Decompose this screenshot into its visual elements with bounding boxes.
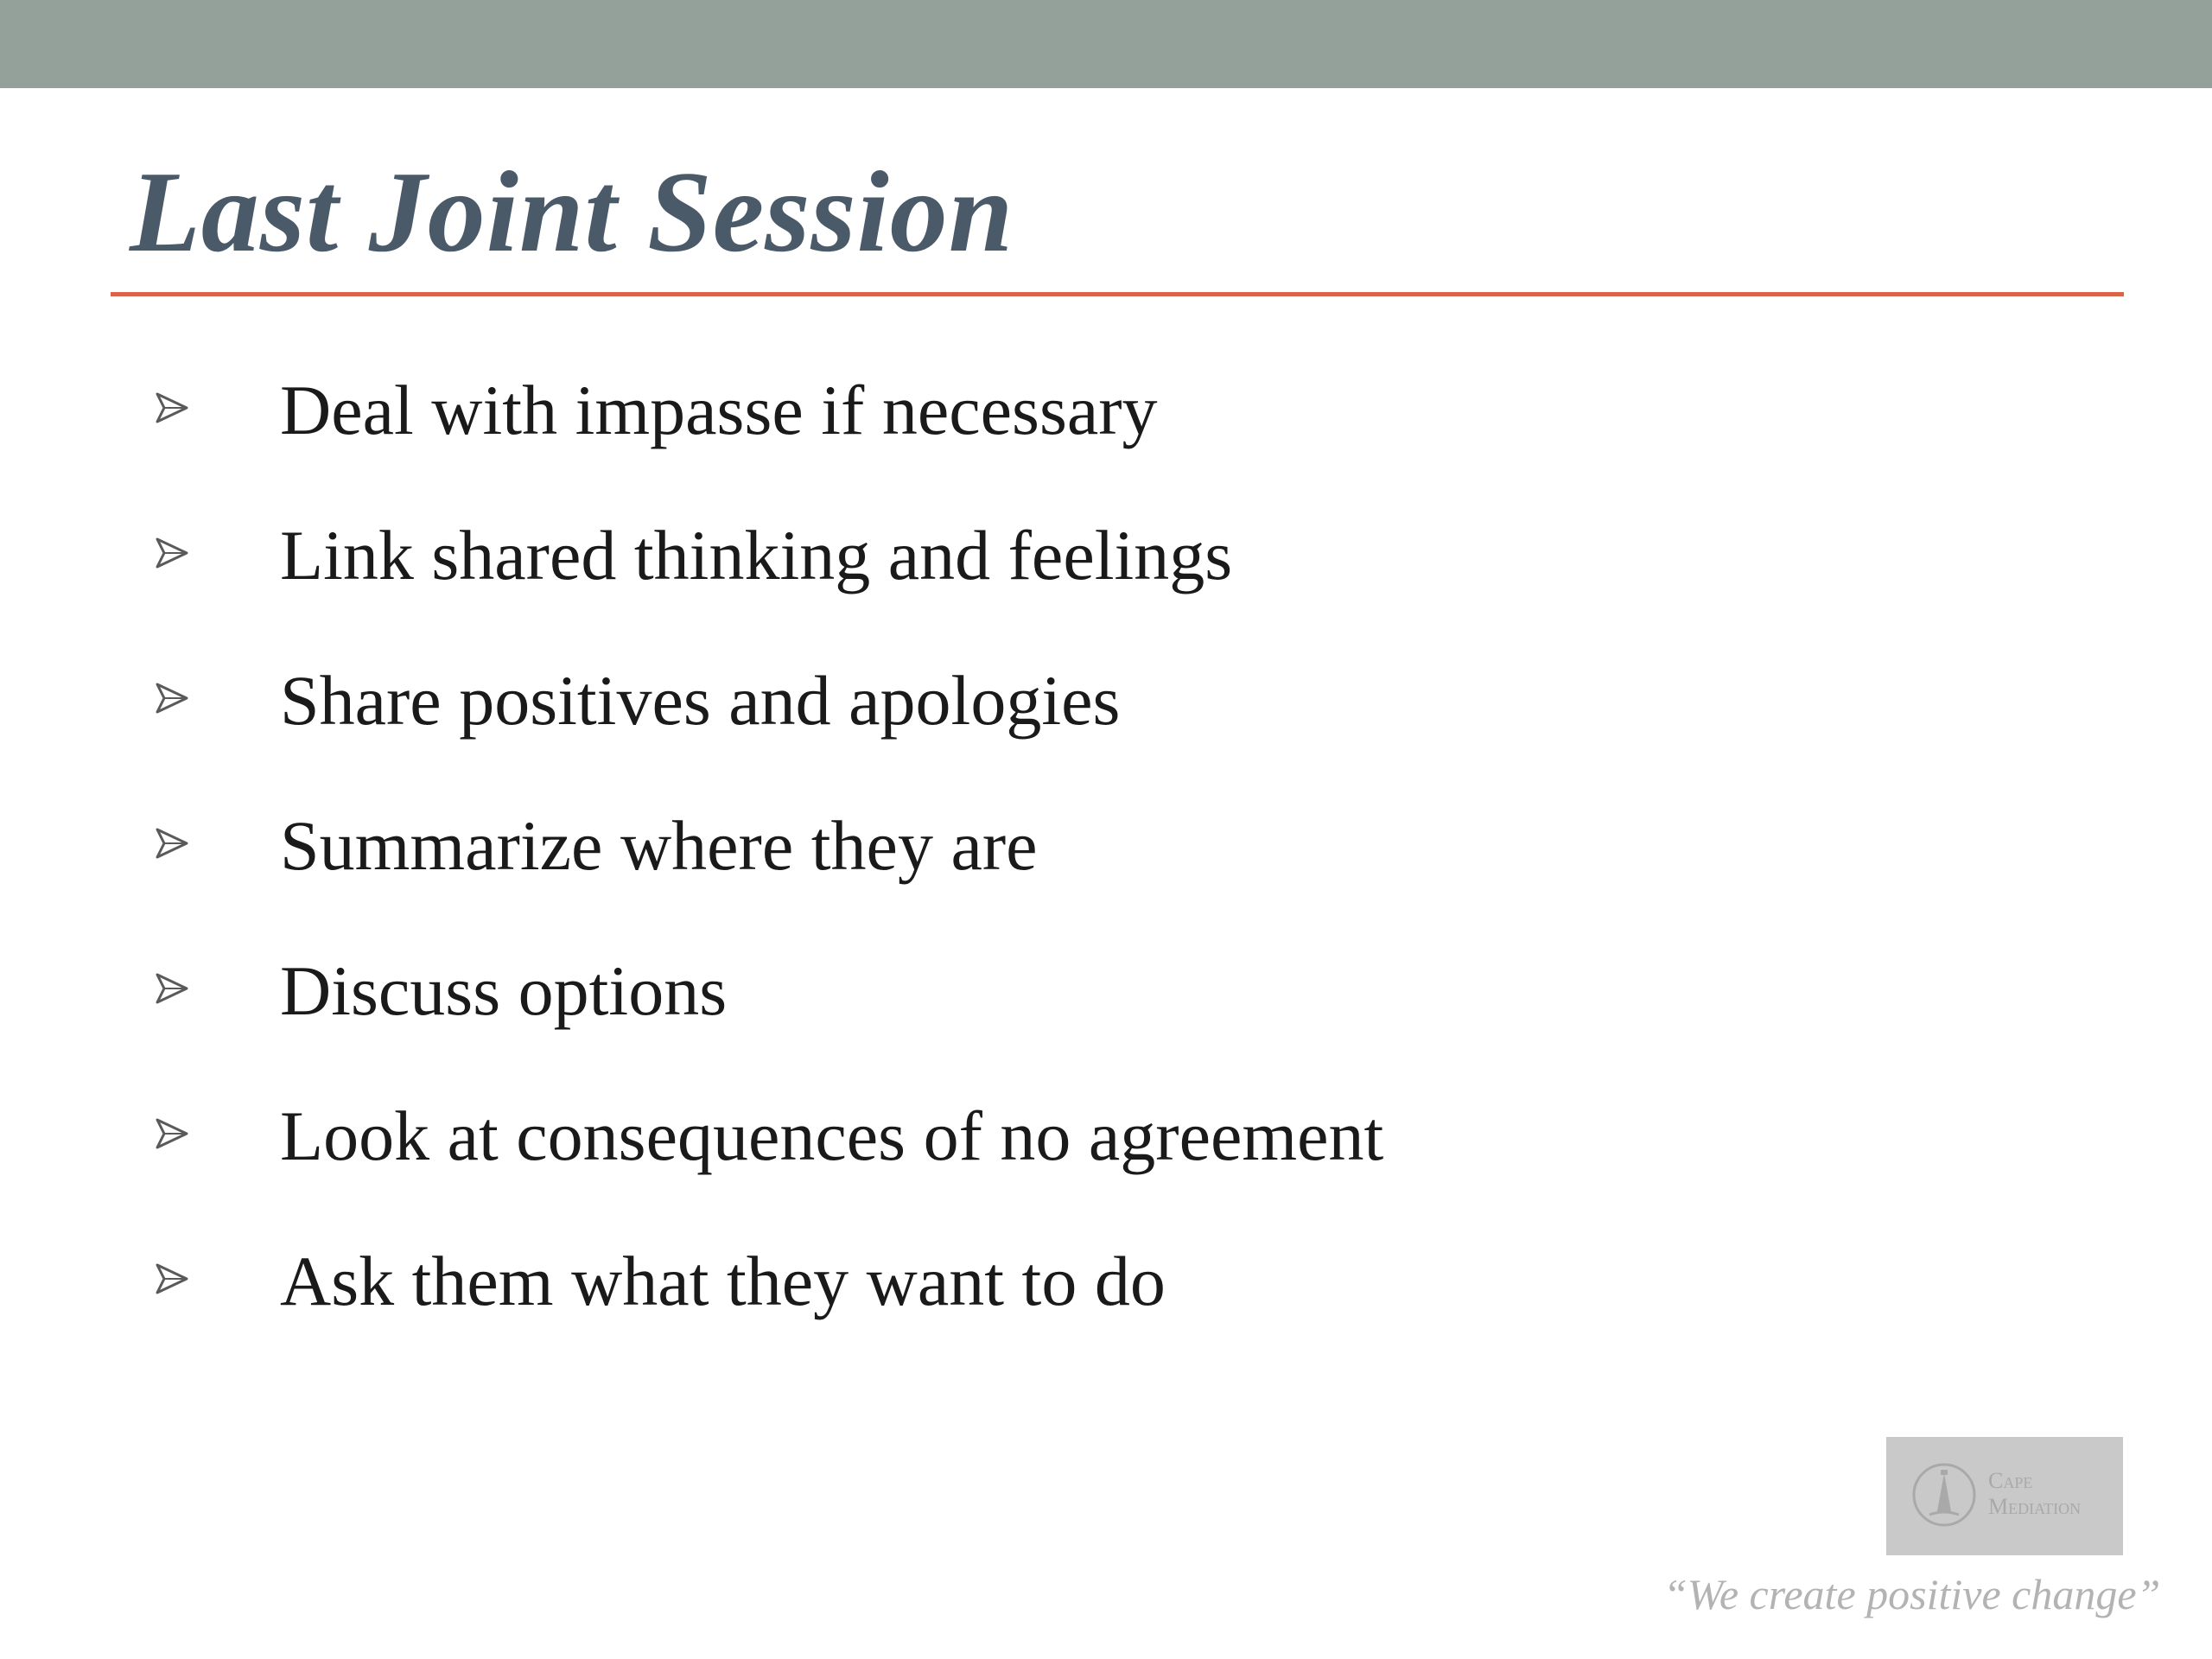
bullet-item <box>156 508 1797 603</box>
company-logo <box>1886 1437 2123 1555</box>
bullet-text: Deal with impasse if necessary <box>280 371 1158 449</box>
bullet-text: Ask them what they want to do <box>280 1242 1166 1320</box>
bullet-text: Discuss options <box>280 951 728 1030</box>
lighthouse-icon <box>1910 1461 1978 1529</box>
bullet-item <box>156 363 1797 458</box>
bullet-text: Summarize where they are <box>280 806 1038 885</box>
bullet-item <box>156 653 1797 748</box>
bullet-text: Look at consequences of no agreement <box>280 1096 1384 1175</box>
bullet-item <box>156 1234 1797 1329</box>
tagline: “We create positive change” <box>1663 1570 2161 1618</box>
arrowhead-bullet-icon <box>156 534 190 572</box>
slide-title: Last Joint Session <box>130 148 1014 276</box>
arrowhead-bullet-icon <box>156 679 190 717</box>
bullet-text: Share positives and apologies <box>280 661 1121 740</box>
bullet-item <box>156 1089 1797 1184</box>
bullet-item <box>156 798 1797 893</box>
arrowhead-bullet-icon <box>156 1260 190 1298</box>
logo-line-2: Mediation <box>1988 1494 2082 1519</box>
logo-wordmark <box>1988 1468 2081 1520</box>
bullet-item <box>156 944 1797 1039</box>
arrowhead-bullet-icon <box>156 389 190 427</box>
arrowhead-bullet-icon <box>156 824 190 862</box>
arrowhead-bullet-icon <box>156 969 190 1007</box>
title-underline <box>111 292 2124 296</box>
logo-line-1: Cape <box>1988 1468 2033 1493</box>
top-banner <box>0 0 2212 88</box>
arrowhead-bullet-icon <box>156 1115 190 1153</box>
bullet-text: Link shared thinking and feelings <box>280 516 1233 594</box>
